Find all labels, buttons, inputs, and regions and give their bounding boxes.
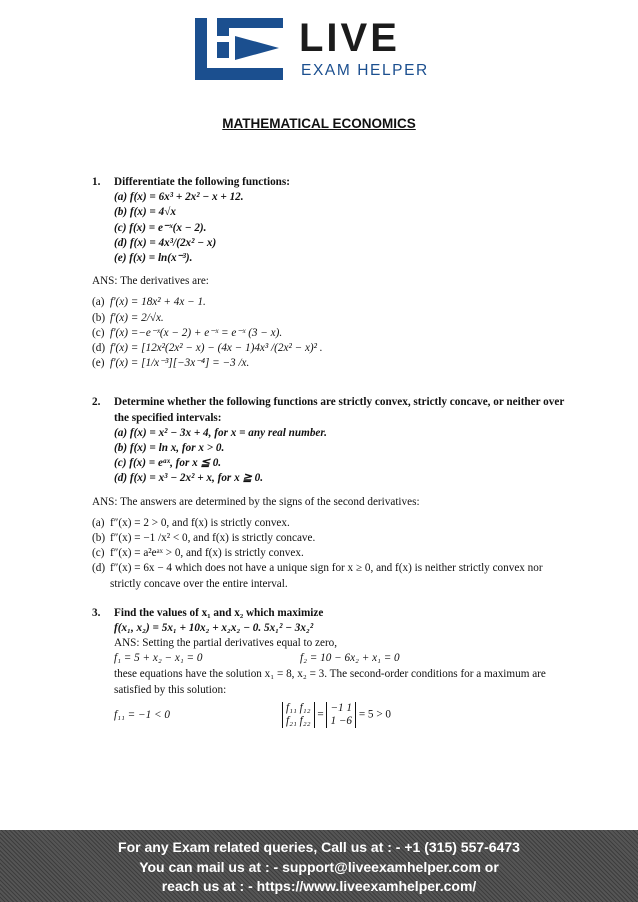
footer-text xyxy=(0,838,638,897)
question-item: (a) f(x) = x² − 3x + 4, for x = any real number. xyxy=(114,426,327,439)
page-title: MATHEMATICAL ECONOMICS xyxy=(222,116,416,131)
answer-text: f′(x) = [1/x⁻³][−3x⁻⁴] = −3 /x. xyxy=(110,357,250,370)
second-order-conditions xyxy=(114,702,572,736)
logo xyxy=(195,18,445,80)
answer-label: (d) xyxy=(92,562,106,575)
partial-derivatives xyxy=(114,651,572,667)
question-item: (e) f(x) = ln(x⁻³). xyxy=(114,252,193,265)
footer-banner xyxy=(0,830,638,902)
answer-text: f″(x) = −1 /x² < 0, and f(x) is strictly concave. xyxy=(110,532,316,545)
solution-text: these equations have the solution x₁ = 8, x₂ = 3. The second-order conditions for a maximum are satisfied by this solution: xyxy=(114,668,546,696)
objective-formula: f(x₁, x₂) = 5x₁ + 10x₂ + x₂x₂ − 0. 5x₁² − 3x₂² xyxy=(114,622,314,635)
answer-label: (c) xyxy=(92,547,105,560)
logo-subtitle: EXAM HELPER xyxy=(301,62,429,79)
question-text: Determine whether the following functions are strictly convex, strictly concave, or neither over the specified intervals: xyxy=(114,396,565,424)
question-item: (b) f(x) = 4√x xyxy=(114,206,176,219)
answer-label: (e) xyxy=(92,357,105,370)
answer-label: (b) xyxy=(92,532,106,545)
answer-line xyxy=(92,295,572,310)
answer-line xyxy=(92,531,572,546)
answer-line xyxy=(92,356,572,371)
answer-heading: ANS: The answers are determined by the signs of the second derivatives: xyxy=(92,495,420,508)
question-item: (c) f(x) = e⁻ˣ(x − 2). xyxy=(114,221,207,234)
document-body xyxy=(92,175,572,736)
question-item: (b) f(x) = ln x, for x > 0. xyxy=(114,442,225,455)
question-number: 3. xyxy=(92,606,101,619)
question-1 xyxy=(92,175,572,190)
det-row: f₁₁ f₁₂ xyxy=(286,701,311,714)
question-item: (a) f(x) = 6x³ + 2x² − x + 12. xyxy=(114,191,244,204)
footer-website[interactable]: reach us at : - https://www.liveexamhelper.com/ xyxy=(161,878,477,894)
f2-equation: f₂ = 10 − 6x₂ + x₁ = 0 xyxy=(300,652,400,665)
f11-condition: f₁₁ = −1 < 0 xyxy=(114,708,170,721)
answer-text: f″(x) = 2 > 0, and f(x) is strictly convex. xyxy=(110,516,290,529)
det-row: f₂₁ f₂₂ xyxy=(286,714,311,727)
footer-email[interactable]: You can mail us at : - support@liveexamhelper.com or xyxy=(139,858,499,875)
logo-word: LIVE xyxy=(299,16,400,60)
logo-mark-icon xyxy=(195,18,283,80)
answer-line xyxy=(92,561,572,591)
question-text: Find the values of x₁ and x₂ which maximize xyxy=(114,606,324,619)
question-2 xyxy=(92,395,572,425)
answer-text: f″(x) = 6x − 4 which does not have a unique sign for x ≥ 0, and f(x) is neither strictly convex nor strictly concave over the entire interval. xyxy=(110,562,543,590)
answer-heading: ANS: The derivatives are: xyxy=(92,275,209,288)
question-3 xyxy=(92,606,572,621)
det-row: 1 −6 xyxy=(330,714,353,727)
answer-line xyxy=(92,546,572,561)
answer-text: f′(x) =−e⁻ˣ(x − 2) + e⁻ˣ = e⁻ˣ (3 − x). xyxy=(110,326,283,339)
answer-intro: ANS: Setting the partial derivatives equal to zero, xyxy=(114,637,338,650)
answer-text: f′(x) = 18x² + 4x − 1. xyxy=(110,296,206,309)
question-number: 2. xyxy=(92,396,101,409)
question-item: (c) f(x) = eᵃˣ, for x ≦ 0. xyxy=(114,457,222,470)
answer-line xyxy=(92,516,572,531)
answer-label: (d) xyxy=(92,342,106,355)
hessian-symbolic xyxy=(282,702,315,728)
hessian-numeric xyxy=(326,702,356,728)
answer-line xyxy=(92,311,572,326)
determinant-result: = 5 > 0 xyxy=(358,708,392,721)
question-item: (d) f(x) = 4x³/(2x² − x) xyxy=(114,236,217,249)
answer-label: (a) xyxy=(92,296,105,309)
answer-text: f′(x) = 2/√x. xyxy=(110,311,164,324)
answer-label: (c) xyxy=(92,326,105,339)
answer-line xyxy=(92,341,572,356)
answer-label: (b) xyxy=(92,311,106,324)
question-item: (d) f(x) = x³ − 2x² + x, for x ≧ 0. xyxy=(114,472,264,485)
det-row: −1 1 xyxy=(330,701,353,714)
answer-label: (a) xyxy=(92,516,105,529)
answer-text: f′(x) = [12x²(2x² − x) − (4x − 1)4x³ /(2x² − x)² . xyxy=(110,342,323,355)
answer-line xyxy=(92,326,572,341)
question-number: 1. xyxy=(92,176,101,188)
answer-text: f″(x) = a²eᵃˣ > 0, and f(x) is strictly convex. xyxy=(110,547,304,560)
equals-sign: = xyxy=(317,708,324,721)
f1-equation: f₁ = 5 + x₂ − x₁ = 0 xyxy=(114,652,203,665)
question-text: Differentiate the following functions: xyxy=(114,176,290,188)
footer-phone[interactable]: For any Exam related queries, Call us at : - +1 (315) 557-6473 xyxy=(118,839,520,855)
